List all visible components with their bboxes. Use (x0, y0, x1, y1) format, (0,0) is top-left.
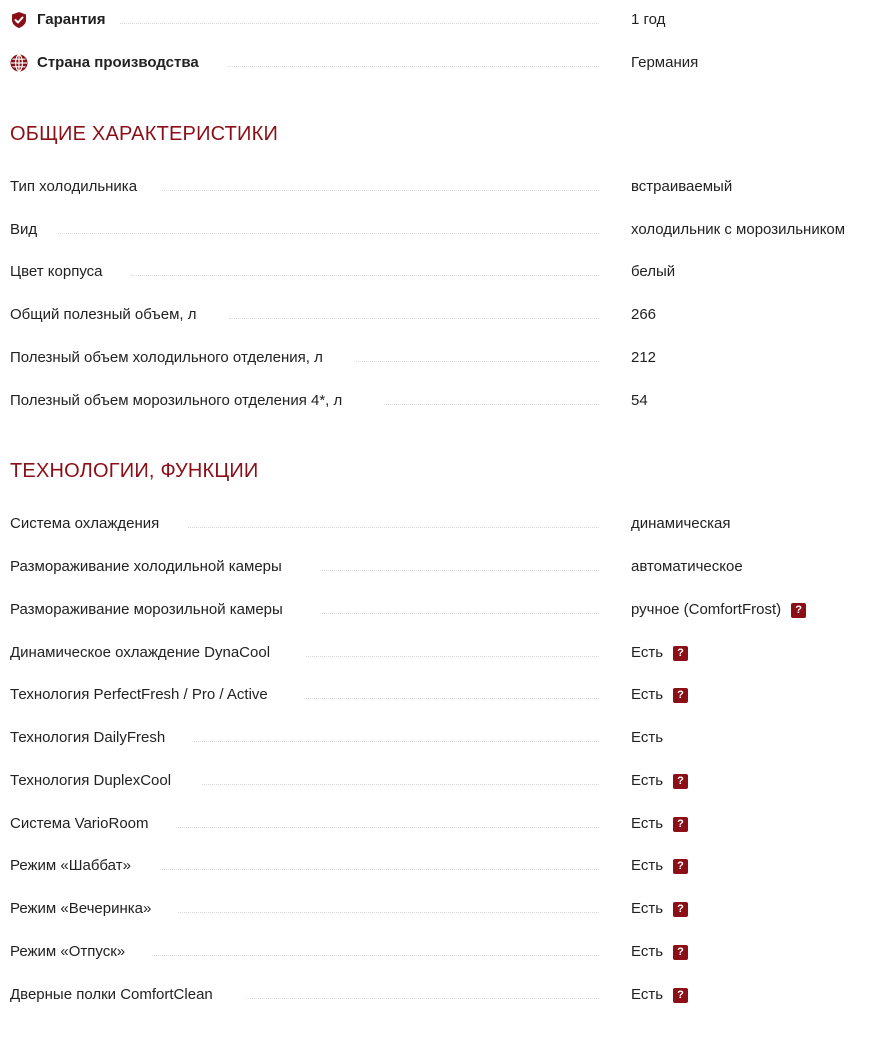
spec-row (0, 512, 869, 536)
spec-label: Полезный объем холодильного отделения, л (10, 346, 325, 370)
help-icon[interactable]: ? (673, 859, 688, 874)
dotted-leader (193, 741, 599, 742)
spec-label: Динамическое охлаждение DynaCool (10, 641, 272, 665)
spec-label: Технология DailyFresh (10, 726, 167, 750)
spec-row (0, 598, 869, 622)
spec-value: Есть (631, 686, 664, 703)
globe-icon (10, 54, 28, 72)
dotted-leader (246, 998, 599, 999)
spec-value: Есть (631, 900, 664, 917)
spec-value: 266 (631, 306, 657, 323)
dotted-leader (229, 318, 599, 319)
spec-label: Вид (10, 218, 39, 242)
section-title-general: ОБЩИЕ ХАРАКТЕРИСТИКИ (10, 123, 279, 145)
spec-label: Технология PerfectFresh / Pro / Active (10, 683, 270, 707)
spec-row (0, 346, 869, 370)
spec-value: белый (631, 263, 676, 280)
spec-row (0, 854, 869, 878)
dotted-leader (356, 361, 599, 362)
spec-row (0, 683, 869, 707)
dotted-leader (58, 233, 599, 234)
help-icon[interactable]: ? (673, 988, 688, 1003)
dotted-leader (322, 613, 599, 614)
spec-value: холодильник с морозильником (631, 221, 846, 238)
spec-row (0, 218, 869, 242)
dotted-leader (178, 912, 599, 913)
spec-label: Гарантия (37, 11, 106, 28)
dotted-leader (306, 656, 599, 657)
spec-value: встраиваемый (631, 178, 733, 195)
spec-row-warranty (0, 8, 869, 32)
spec-row (0, 555, 869, 579)
spec-label: Система охлаждения (10, 512, 161, 536)
dotted-leader (162, 190, 599, 191)
spec-value: Есть (631, 729, 664, 746)
spec-value: Есть (631, 857, 664, 874)
help-icon[interactable]: ? (673, 817, 688, 832)
spec-row (0, 897, 869, 921)
spec-label: Цвет корпуса (10, 260, 105, 284)
spec-row (0, 940, 869, 964)
spec-label: Система VarioRoom (10, 812, 151, 836)
dotted-leader (384, 404, 599, 405)
dotted-leader (228, 66, 599, 67)
dotted-leader (202, 784, 599, 785)
spec-row (0, 769, 869, 793)
spec-label: Тип холодильника (10, 175, 139, 199)
spec-value: Есть (631, 644, 664, 661)
dotted-leader (321, 570, 599, 571)
spec-label: Полезный объем морозильного отделения 4*, л (10, 389, 344, 413)
spec-row (0, 983, 869, 1007)
spec-value: 212 (631, 349, 657, 366)
spec-row (0, 260, 869, 284)
help-icon[interactable]: ? (673, 646, 688, 661)
spec-value: ручное (ComfortFrost) (631, 601, 782, 618)
spec-value: Есть (631, 772, 664, 789)
spec-label: Технология DuplexCool (10, 769, 173, 793)
spec-label: Режим «Отпуск» (10, 940, 127, 964)
section-title-technologies: ТЕХНОЛОГИИ, ФУНКЦИИ (10, 460, 259, 482)
dotted-leader (131, 275, 599, 276)
spec-label: Размораживание морозильной камеры (10, 598, 285, 622)
spec-row-country (0, 51, 869, 75)
help-icon[interactable]: ? (673, 774, 688, 789)
spec-value: динамическая (631, 515, 731, 532)
spec-row (0, 175, 869, 199)
spec-row (0, 389, 869, 413)
spec-row (0, 641, 869, 665)
dotted-leader (160, 869, 599, 870)
spec-row (0, 303, 869, 327)
spec-label: Общий полезный объем, л (10, 303, 198, 327)
shield-check-icon (10, 11, 28, 29)
help-icon[interactable]: ? (791, 603, 806, 618)
spec-value: автоматическое (631, 558, 743, 575)
spec-value: Германия (631, 54, 699, 71)
dotted-leader (152, 955, 599, 956)
dotted-leader (176, 827, 599, 828)
help-icon[interactable]: ? (673, 902, 688, 917)
help-icon[interactable]: ? (673, 688, 688, 703)
spec-row (0, 812, 869, 836)
spec-value: 1 год (631, 11, 666, 28)
spec-value: Есть (631, 815, 664, 832)
spec-row (0, 726, 869, 750)
spec-label: Страна производства (37, 54, 199, 71)
spec-value: Есть (631, 986, 664, 1003)
help-icon[interactable]: ? (673, 945, 688, 960)
dotted-leader (120, 23, 599, 24)
spec-label: Режим «Шаббат» (10, 854, 133, 878)
spec-value: Есть (631, 943, 664, 960)
spec-label: Размораживание холодильной камеры (10, 555, 284, 579)
dotted-leader (188, 527, 599, 528)
spec-label: Режим «Вечеринка» (10, 897, 153, 921)
dotted-leader (304, 698, 599, 699)
spec-label: Дверные полки ComfortClean (10, 983, 215, 1007)
spec-value: 54 (631, 392, 648, 409)
